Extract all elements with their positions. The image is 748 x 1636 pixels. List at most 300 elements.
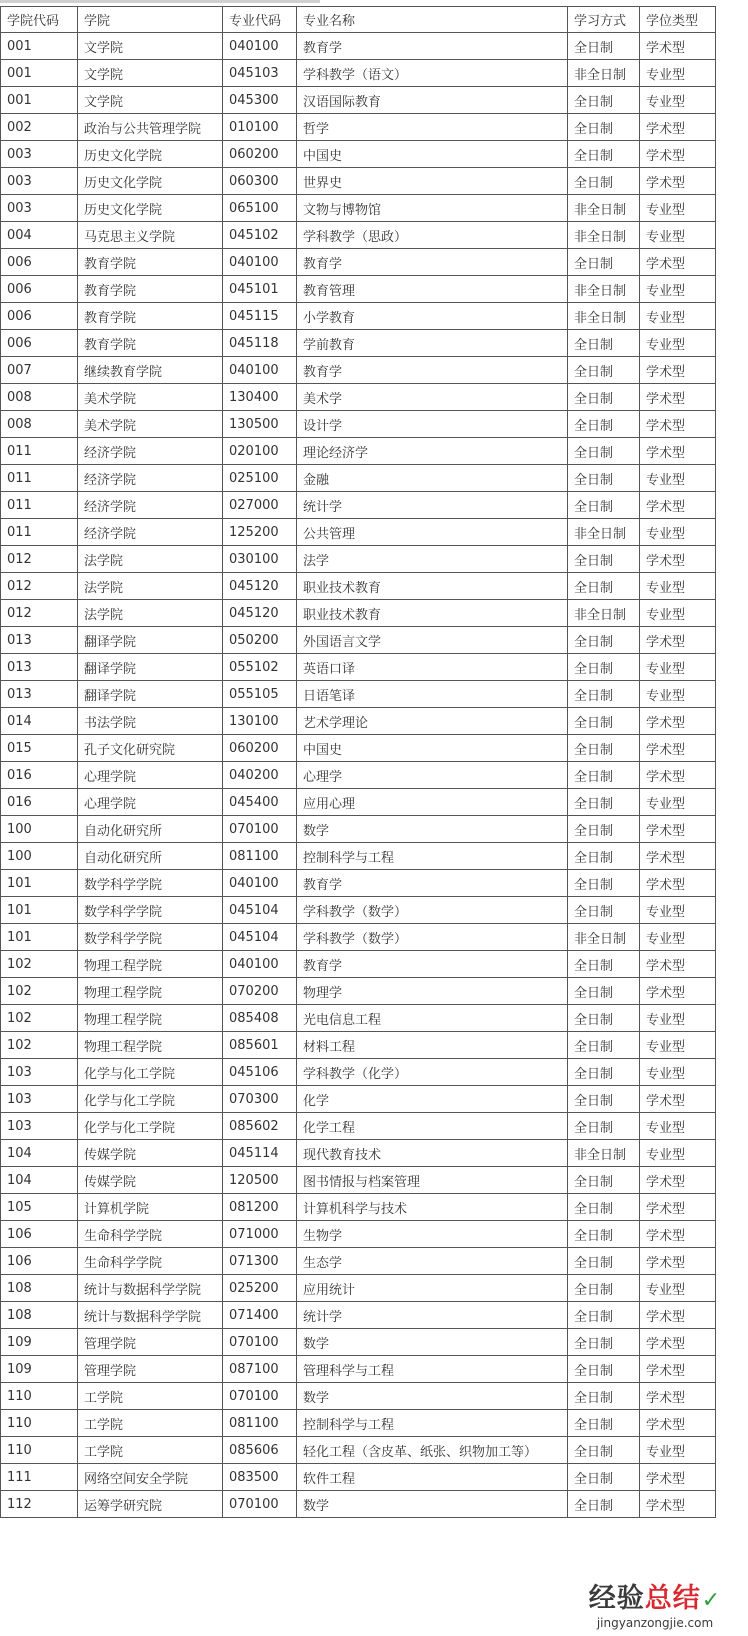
cell-degree-type: 学术型 [640,546,716,573]
cell-study-mode: 全日制 [568,735,640,762]
cell-college-code: 007 [1,357,78,384]
cell-college-code: 108 [1,1302,78,1329]
cell-major-code: 045118 [223,330,297,357]
cell-study-mode: 非全日制 [568,1140,640,1167]
cell-study-mode: 全日制 [568,897,640,924]
cell-major-code: 010100 [223,114,297,141]
cell-major-code: 020100 [223,438,297,465]
cell-college: 历史文化学院 [78,141,223,168]
cell-college: 法学院 [78,600,223,627]
cell-major-name: 法学 [297,546,568,573]
cell-major-name: 职业技术教育 [297,573,568,600]
cell-major-code: 045300 [223,87,297,114]
cell-major-code: 085606 [223,1437,297,1464]
cell-major-name: 艺术学理论 [297,708,568,735]
cell-major-code: 045104 [223,924,297,951]
cell-college-code: 015 [1,735,78,762]
cell-college: 翻译学院 [78,654,223,681]
cell-major-name: 日语笔译 [297,681,568,708]
cell-college: 统计与数据科学学院 [78,1302,223,1329]
cell-college-code: 104 [1,1167,78,1194]
cell-college: 网络空间安全学院 [78,1464,223,1491]
cell-major-code: 070300 [223,1086,297,1113]
cell-major-name: 中国史 [297,141,568,168]
cell-major-code: 070200 [223,978,297,1005]
cell-degree-type: 专业型 [640,330,716,357]
cell-college: 物理工程学院 [78,978,223,1005]
cell-study-mode: 全日制 [568,1194,640,1221]
table-row [1,600,716,627]
cell-college-code: 013 [1,681,78,708]
cell-degree-type: 学术型 [640,1086,716,1113]
table-row [1,195,716,222]
cell-college-code: 008 [1,411,78,438]
cell-college-code: 106 [1,1248,78,1275]
cell-major-code: 130500 [223,411,297,438]
cell-study-mode: 全日制 [568,1275,640,1302]
cell-college: 教育学院 [78,249,223,276]
cell-college-code: 016 [1,762,78,789]
cell-degree-type: 专业型 [640,276,716,303]
cell-major-name: 控制科学与工程 [297,1410,568,1437]
cell-major-code: 040200 [223,762,297,789]
cell-major-name: 教育学 [297,33,568,60]
cell-study-mode: 非全日制 [568,195,640,222]
cell-degree-type: 专业型 [640,654,716,681]
cell-degree-type: 学术型 [640,951,716,978]
table-row [1,1194,716,1221]
cell-major-name: 计算机科学与技术 [297,1194,568,1221]
cell-study-mode: 全日制 [568,573,640,600]
cell-major-code: 081100 [223,1410,297,1437]
cell-major-name: 英语口译 [297,654,568,681]
header-major-code: 专业代码 [223,7,297,33]
cell-study-mode: 全日制 [568,465,640,492]
cell-major-code: 085408 [223,1005,297,1032]
cell-major-name: 职业技术教育 [297,600,568,627]
cell-college: 心理学院 [78,762,223,789]
cell-college-code: 101 [1,924,78,951]
cell-major-name: 小学教育 [297,303,568,330]
cell-major-code: 060200 [223,735,297,762]
cell-major-name: 数学 [297,1383,568,1410]
cell-major-code: 025200 [223,1275,297,1302]
cell-college: 法学院 [78,546,223,573]
cell-degree-type: 专业型 [640,1140,716,1167]
table-row [1,816,716,843]
cell-study-mode: 非全日制 [568,60,640,87]
cell-college: 经济学院 [78,438,223,465]
cell-college-code: 016 [1,789,78,816]
table-row [1,141,716,168]
cell-degree-type: 学术型 [640,735,716,762]
table-row [1,708,716,735]
cell-study-mode: 全日制 [568,357,640,384]
cell-college: 孔子文化研究院 [78,735,223,762]
cell-study-mode: 全日制 [568,1059,640,1086]
table-row [1,573,716,600]
cell-major-code: 045114 [223,1140,297,1167]
cell-degree-type: 学术型 [640,492,716,519]
cell-college-code: 100 [1,816,78,843]
cell-degree-type: 专业型 [640,87,716,114]
cell-major-code: 071400 [223,1302,297,1329]
cell-major-code: 040100 [223,357,297,384]
cell-college: 教育学院 [78,330,223,357]
cell-degree-type: 专业型 [640,897,716,924]
cell-college-code: 112 [1,1491,78,1518]
cell-major-name: 学前教育 [297,330,568,357]
cell-college: 经济学院 [78,465,223,492]
cell-college: 文学院 [78,87,223,114]
cell-study-mode: 全日制 [568,681,640,708]
cell-study-mode: 全日制 [568,168,640,195]
table-row [1,1221,716,1248]
cell-major-name: 教育学 [297,951,568,978]
table-row [1,330,716,357]
cell-college-code: 103 [1,1113,78,1140]
table-row [1,870,716,897]
table-row [1,1437,716,1464]
cell-major-code: 045102 [223,222,297,249]
cell-major-code: 025100 [223,465,297,492]
cell-college-code: 105 [1,1194,78,1221]
cell-degree-type: 专业型 [640,1275,716,1302]
cell-major-name: 学科教学（语文） [297,60,568,87]
cell-degree-type: 专业型 [640,1059,716,1086]
cell-study-mode: 全日制 [568,978,640,1005]
cell-college-code: 013 [1,654,78,681]
cell-college: 化学与化工学院 [78,1059,223,1086]
table-row [1,87,716,114]
cell-degree-type: 专业型 [640,1437,716,1464]
table-row [1,1410,716,1437]
cell-degree-type: 专业型 [640,1113,716,1140]
cell-study-mode: 非全日制 [568,600,640,627]
cell-major-name: 教育学 [297,357,568,384]
cell-study-mode: 全日制 [568,951,640,978]
cell-major-code: 070100 [223,1329,297,1356]
cell-college-code: 102 [1,978,78,1005]
cell-study-mode: 全日制 [568,1437,640,1464]
cell-study-mode: 非全日制 [568,303,640,330]
table-row [1,384,716,411]
cell-college: 数学科学学院 [78,870,223,897]
cell-major-name: 学科教学（数学） [297,897,568,924]
cell-major-name: 学科教学（数学） [297,924,568,951]
cell-major-code: 040100 [223,951,297,978]
cell-college-code: 012 [1,573,78,600]
cell-major-code: 045115 [223,303,297,330]
header-study-mode: 学习方式 [568,7,640,33]
cell-study-mode: 全日制 [568,1329,640,1356]
cell-major-name: 软件工程 [297,1464,568,1491]
cell-college-code: 001 [1,60,78,87]
cell-degree-type: 学术型 [640,1464,716,1491]
cell-college-code: 003 [1,168,78,195]
cell-college: 数学科学学院 [78,897,223,924]
cell-degree-type: 学术型 [640,384,716,411]
cell-college-code: 108 [1,1275,78,1302]
cell-study-mode: 全日制 [568,1248,640,1275]
cell-degree-type: 学术型 [640,168,716,195]
cell-study-mode: 全日制 [568,384,640,411]
cell-major-code: 045106 [223,1059,297,1086]
table-row [1,60,716,87]
cell-degree-type: 学术型 [640,870,716,897]
cell-college: 数学科学学院 [78,924,223,951]
top-divider [0,0,320,3]
cell-degree-type: 学术型 [640,114,716,141]
watermark-url: jingyanzongjie.com [596,1616,714,1630]
cell-college-code: 011 [1,465,78,492]
cell-study-mode: 全日制 [568,1356,640,1383]
cell-study-mode: 全日制 [568,141,640,168]
cell-major-name: 心理学 [297,762,568,789]
cell-study-mode: 全日制 [568,1113,640,1140]
cell-study-mode: 全日制 [568,1221,640,1248]
cell-study-mode: 非全日制 [568,222,640,249]
cell-study-mode: 全日制 [568,249,640,276]
cell-study-mode: 全日制 [568,816,640,843]
cell-college: 教育学院 [78,303,223,330]
cell-major-name: 控制科学与工程 [297,843,568,870]
cell-degree-type: 学术型 [640,816,716,843]
cell-study-mode: 全日制 [568,546,640,573]
cell-major-code: 027000 [223,492,297,519]
cell-degree-type: 学术型 [640,33,716,60]
cell-college: 统计与数据科学学院 [78,1275,223,1302]
cell-college-code: 011 [1,438,78,465]
cell-college: 工学院 [78,1437,223,1464]
cell-degree-type: 学术型 [640,1329,716,1356]
cell-degree-type: 学术型 [640,1302,716,1329]
cell-college: 工学院 [78,1410,223,1437]
header-row [1,7,716,33]
cell-major-name: 哲学 [297,114,568,141]
table-row [1,1329,716,1356]
table-row [1,843,716,870]
table-row [1,1059,716,1086]
cell-college-code: 104 [1,1140,78,1167]
cell-major-name: 现代教育技术 [297,1140,568,1167]
cell-major-name: 教育学 [297,249,568,276]
cell-degree-type: 学术型 [640,978,716,1005]
cell-major-name: 设计学 [297,411,568,438]
cell-study-mode: 全日制 [568,1491,640,1518]
cell-major-code: 030100 [223,546,297,573]
cell-college: 物理工程学院 [78,1032,223,1059]
cell-degree-type: 专业型 [640,195,716,222]
cell-major-code: 085601 [223,1032,297,1059]
table-row [1,1491,716,1518]
watermark-logo [580,1584,730,1616]
cell-major-code: 040100 [223,33,297,60]
cell-major-code: 060200 [223,141,297,168]
cell-college-code: 101 [1,897,78,924]
cell-study-mode: 全日制 [568,33,640,60]
table-row [1,1248,716,1275]
cell-college: 管理学院 [78,1329,223,1356]
cell-study-mode: 非全日制 [568,519,640,546]
cell-major-code: 045101 [223,276,297,303]
cell-degree-type: 专业型 [640,222,716,249]
checkmark-icon: ✓ [701,1588,722,1613]
cell-major-name: 世界史 [297,168,568,195]
cell-college-code: 110 [1,1383,78,1410]
cell-major-name: 统计学 [297,492,568,519]
cell-college: 法学院 [78,573,223,600]
table-row [1,1356,716,1383]
cell-major-code: 045120 [223,600,297,627]
cell-college-code: 102 [1,951,78,978]
cell-degree-type: 专业型 [640,1032,716,1059]
cell-college: 运筹学研究院 [78,1491,223,1518]
cell-major-code: 050200 [223,627,297,654]
cell-degree-type: 学术型 [640,1491,716,1518]
cell-college-code: 013 [1,627,78,654]
cell-major-name: 文物与博物馆 [297,195,568,222]
cell-college-code: 001 [1,33,78,60]
cell-study-mode: 全日制 [568,411,640,438]
cell-degree-type: 专业型 [640,573,716,600]
table-row [1,465,716,492]
cell-college: 心理学院 [78,789,223,816]
cell-college: 文学院 [78,33,223,60]
cell-degree-type: 专业型 [640,924,716,951]
cell-major-name: 物理学 [297,978,568,1005]
cell-college: 工学院 [78,1383,223,1410]
table-row [1,168,716,195]
cell-degree-type: 学术型 [640,1356,716,1383]
cell-major-name: 汉语国际教育 [297,87,568,114]
cell-college: 传媒学院 [78,1167,223,1194]
cell-degree-type: 专业型 [640,60,716,87]
cell-college: 计算机学院 [78,1194,223,1221]
table-row [1,762,716,789]
cell-college: 经济学院 [78,519,223,546]
cell-major-name: 生态学 [297,1248,568,1275]
cell-degree-type: 学术型 [640,1194,716,1221]
cell-college-code: 102 [1,1032,78,1059]
table-row [1,411,716,438]
cell-college: 生命科学学院 [78,1248,223,1275]
table-row [1,249,716,276]
header-college: 学院 [78,7,223,33]
cell-college: 生命科学学院 [78,1221,223,1248]
cell-major-name: 中国史 [297,735,568,762]
table-row [1,735,716,762]
cell-college-code: 110 [1,1437,78,1464]
cell-college: 自动化研究所 [78,816,223,843]
cell-study-mode: 全日制 [568,1005,640,1032]
cell-degree-type: 学术型 [640,1221,716,1248]
cell-major-code: 040100 [223,870,297,897]
table-row [1,438,716,465]
cell-college: 继续教育学院 [78,357,223,384]
cell-college-code: 110 [1,1410,78,1437]
header-major-name: 专业名称 [297,7,568,33]
cell-degree-type: 专业型 [640,1005,716,1032]
cell-major-code: 081200 [223,1194,297,1221]
cell-college-code: 006 [1,303,78,330]
table-body [1,33,716,1518]
cell-degree-type: 学术型 [640,708,716,735]
cell-college: 书法学院 [78,708,223,735]
table-row [1,1383,716,1410]
cell-study-mode: 全日制 [568,843,640,870]
cell-degree-type: 专业型 [640,681,716,708]
cell-college-code: 100 [1,843,78,870]
cell-major-name: 生物学 [297,1221,568,1248]
cell-study-mode: 全日制 [568,1302,640,1329]
cell-major-code: 081100 [223,843,297,870]
table-row [1,978,716,1005]
cell-study-mode: 全日制 [568,330,640,357]
cell-college-code: 004 [1,222,78,249]
cell-degree-type: 学术型 [640,249,716,276]
cell-degree-type: 学术型 [640,843,716,870]
cell-major-name: 数学 [297,816,568,843]
table-row [1,492,716,519]
watermark [580,1584,730,1630]
cell-study-mode: 全日制 [568,627,640,654]
header-college-code: 学院代码 [1,7,78,33]
cell-major-code: 065100 [223,195,297,222]
cell-major-code: 040100 [223,249,297,276]
cell-major-code: 045103 [223,60,297,87]
cell-major-code: 071300 [223,1248,297,1275]
table-row [1,222,716,249]
cell-degree-type: 学术型 [640,762,716,789]
cell-major-name: 外国语言文学 [297,627,568,654]
cell-major-code: 055105 [223,681,297,708]
cell-college-code: 102 [1,1005,78,1032]
cell-major-name: 光电信息工程 [297,1005,568,1032]
table-row [1,1032,716,1059]
cell-study-mode: 全日制 [568,87,640,114]
cell-major-name: 管理科学与工程 [297,1356,568,1383]
cell-college: 马克思主义学院 [78,222,223,249]
table-row [1,303,716,330]
table-row [1,1005,716,1032]
cell-major-name: 公共管理 [297,519,568,546]
cell-major-name: 应用心理 [297,789,568,816]
cell-major-code: 055102 [223,654,297,681]
cell-major-name: 理论经济学 [297,438,568,465]
cell-degree-type: 学术型 [640,627,716,654]
table-row [1,114,716,141]
table-row [1,654,716,681]
cell-major-code: 125200 [223,519,297,546]
cell-major-code: 087100 [223,1356,297,1383]
cell-college: 政治与公共管理学院 [78,114,223,141]
table-row [1,681,716,708]
cell-major-name: 金融 [297,465,568,492]
cell-degree-type: 学术型 [640,1248,716,1275]
cell-college: 经济学院 [78,492,223,519]
cell-major-name: 图书情报与档案管理 [297,1167,568,1194]
cell-study-mode: 全日制 [568,708,640,735]
cell-college-code: 109 [1,1329,78,1356]
cell-degree-type: 学术型 [640,438,716,465]
cell-college-code: 003 [1,141,78,168]
cell-major-code: 071000 [223,1221,297,1248]
cell-study-mode: 全日制 [568,438,640,465]
cell-major-code: 120500 [223,1167,297,1194]
cell-major-code: 130400 [223,384,297,411]
cell-major-name: 教育学 [297,870,568,897]
